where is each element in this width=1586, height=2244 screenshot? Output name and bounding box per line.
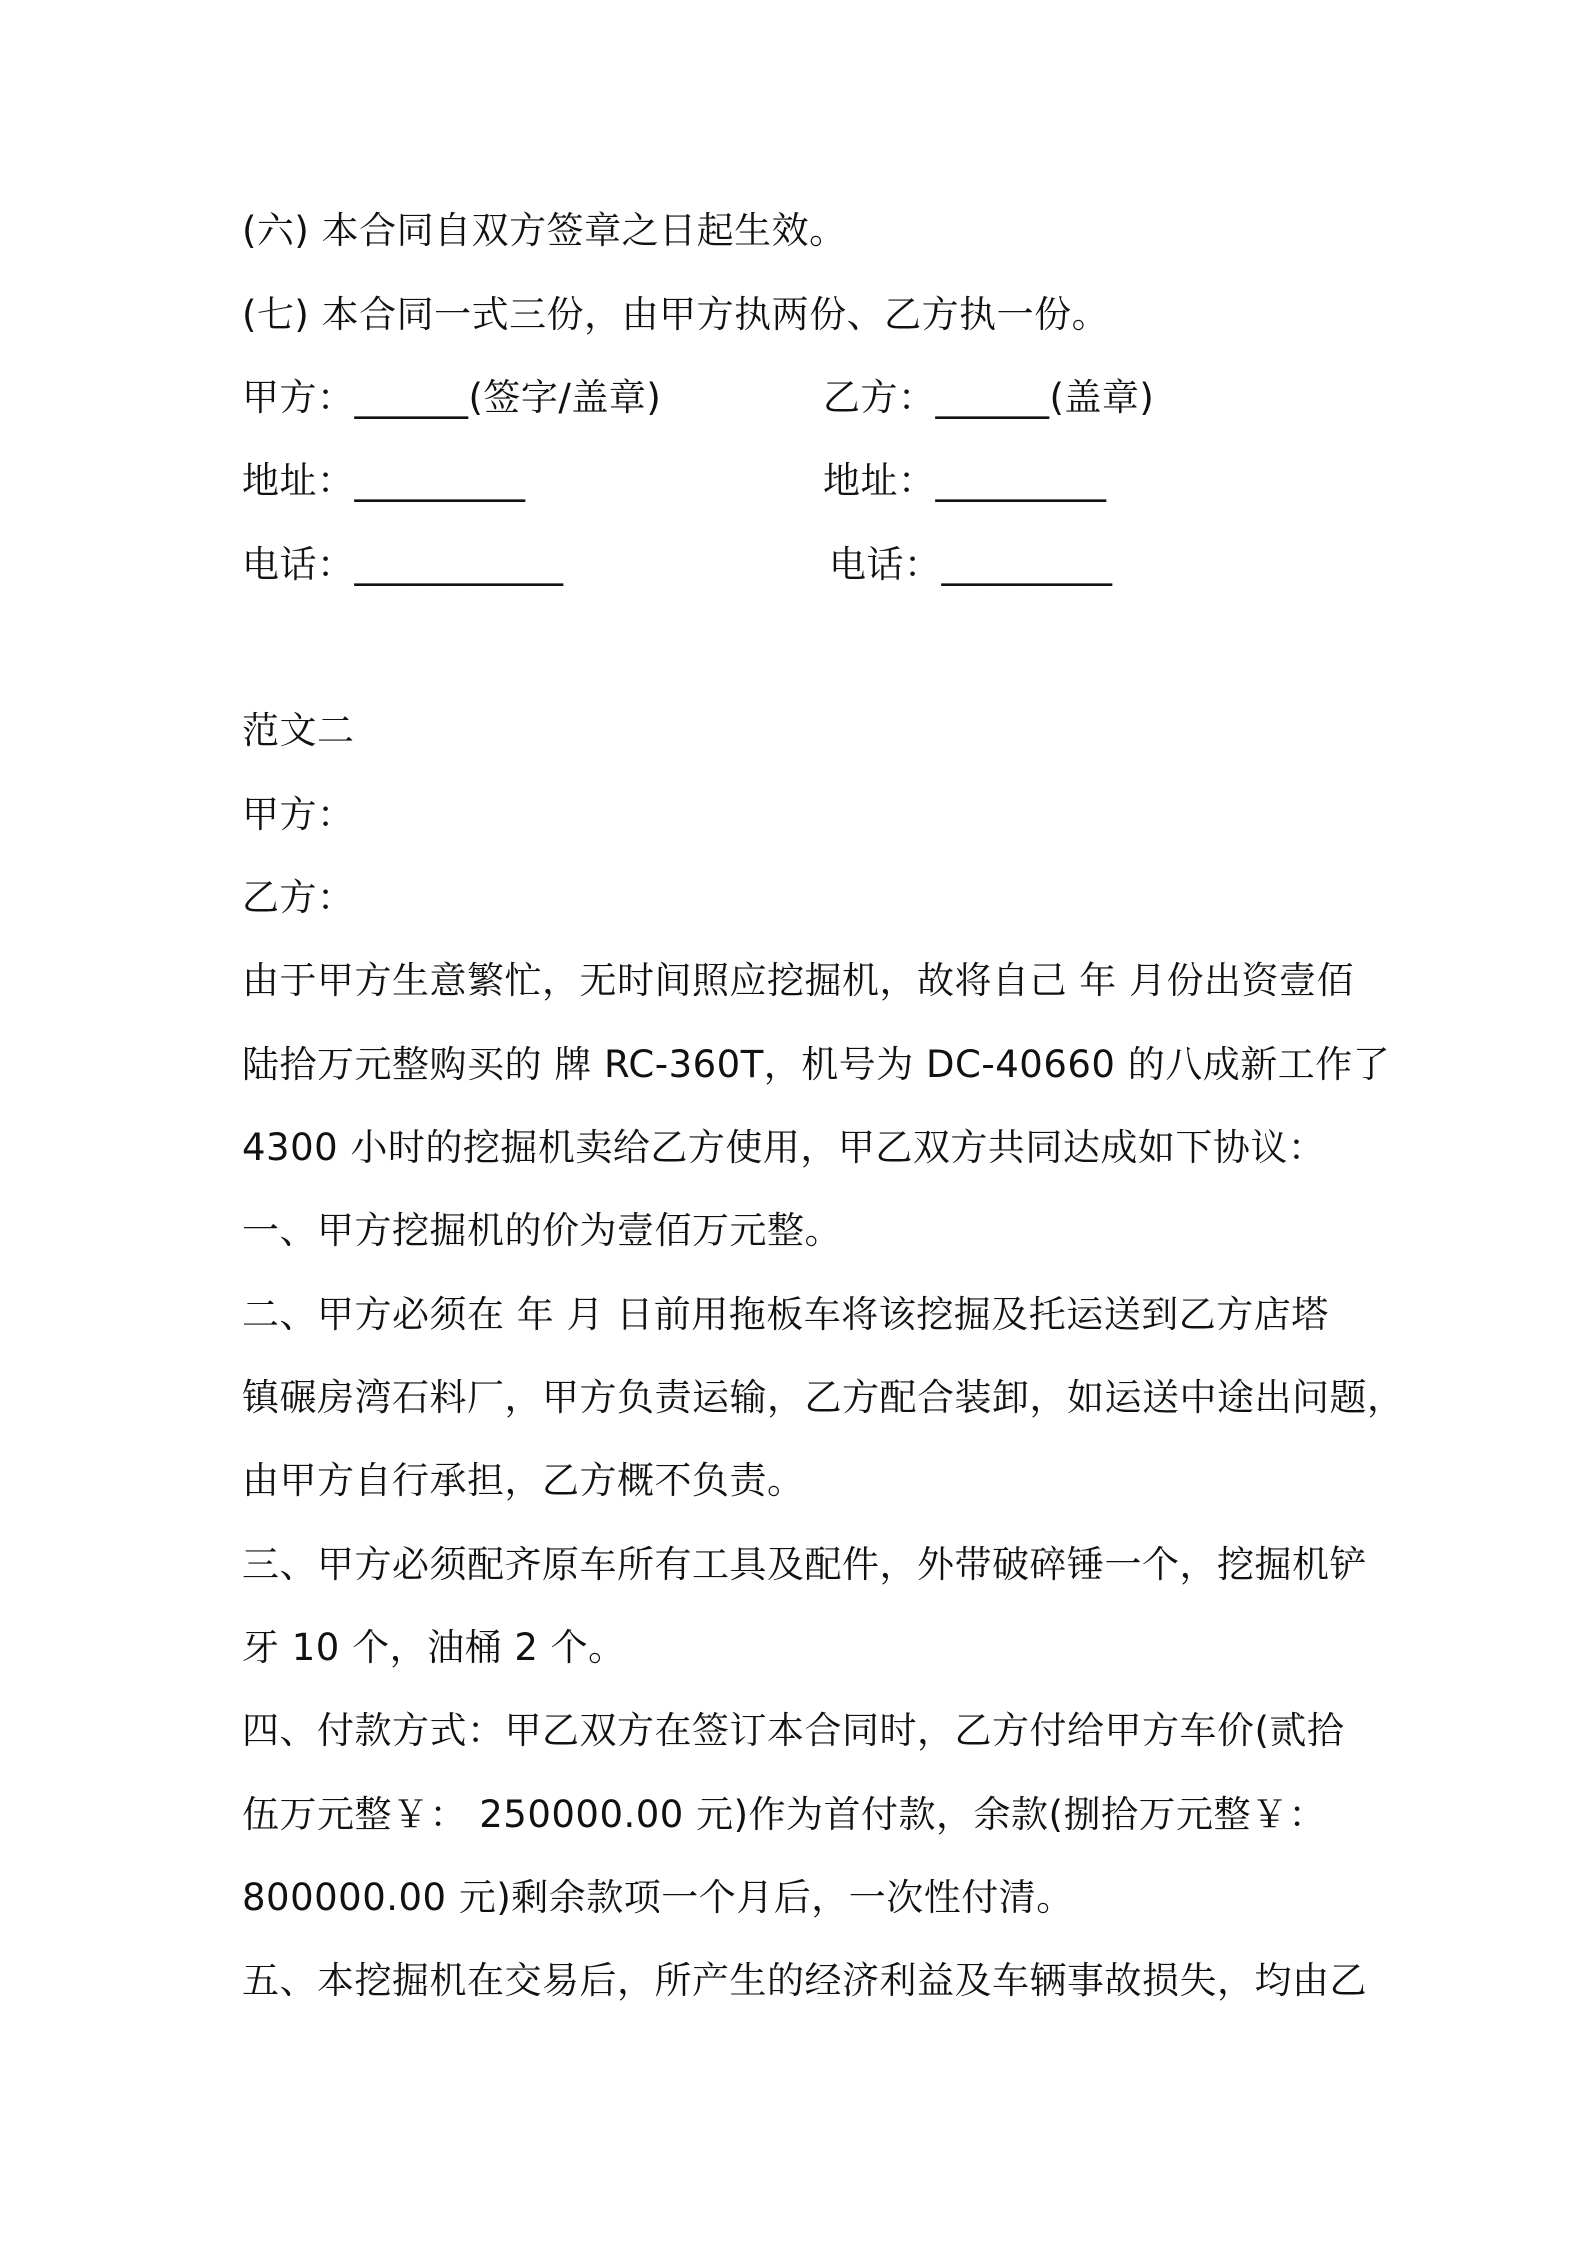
item-5-line: 五、本挖掘机在交易后，所产生的经济利益及车辆事故损失，均由乙 — [242, 1959, 1367, 2002]
clause-7: (七) 本合同一式三份，由甲方执两份、乙方执一份。 — [242, 293, 1110, 336]
item-2-line: 由甲方自行承担，乙方概不负责。 — [242, 1459, 805, 1502]
address-party-a: 地址：_________ — [242, 459, 526, 502]
phone-party-a: 电话：___________ — [242, 543, 564, 586]
item-2-line: 二、甲方必须在 年 月 日前用拖板车将该挖掘及托运送到乙方店塔 — [242, 1293, 1329, 1336]
item-3-line: 三、甲方必须配齐原车所有工具及配件，外带破碎锤一个，挖掘机铲 — [242, 1543, 1367, 1586]
intro-line: 由于甲方生意繁忙，无时间照应挖掘机，故将自己 年 月份出资壹佰 — [242, 959, 1355, 1002]
signature-party-a: 甲方：______(签字/盖章) — [242, 376, 662, 419]
intro-line: 4300 小时的挖掘机卖给乙方使用，甲乙双方共同达成如下协议： — [242, 1126, 1326, 1169]
section-title: 范文二 — [242, 709, 355, 752]
clause-6: (六) 本合同自双方签章之日起生效。 — [242, 209, 847, 252]
party-a-label: 甲方： — [242, 793, 355, 836]
item-1: 一、甲方挖掘机的价为壹佰万元整。 — [242, 1209, 842, 1252]
item-4-line: 四、付款方式：甲乙双方在签订本合同时，乙方付给甲方车价(贰拾 — [242, 1709, 1345, 1752]
item-4-line: 伍万元整￥： 250000.00 元)作为首付款，余款(捌拾万元整￥： — [242, 1793, 1326, 1836]
intro-line: 陆拾万元整购买的 牌 RC-360T，机号为 DC-40660 的八成新工作了 — [242, 1043, 1391, 1086]
item-4-line: 800000.00 元)剩余款项一个月后，一次性付清。 — [242, 1876, 1074, 1919]
phone-party-b: 电话：_________ — [829, 543, 1113, 586]
party-b-label: 乙方： — [242, 876, 355, 919]
signature-party-b: 乙方：______(盖章) — [823, 376, 1155, 419]
item-3-line: 牙 10 个，油桶 2 个。 — [242, 1626, 626, 1669]
address-party-b: 地址：_________ — [823, 459, 1107, 502]
item-2-line: 镇碾房湾石料厂，甲方负责运输，乙方配合装卸，如运送中途出问题， — [242, 1376, 1405, 1419]
